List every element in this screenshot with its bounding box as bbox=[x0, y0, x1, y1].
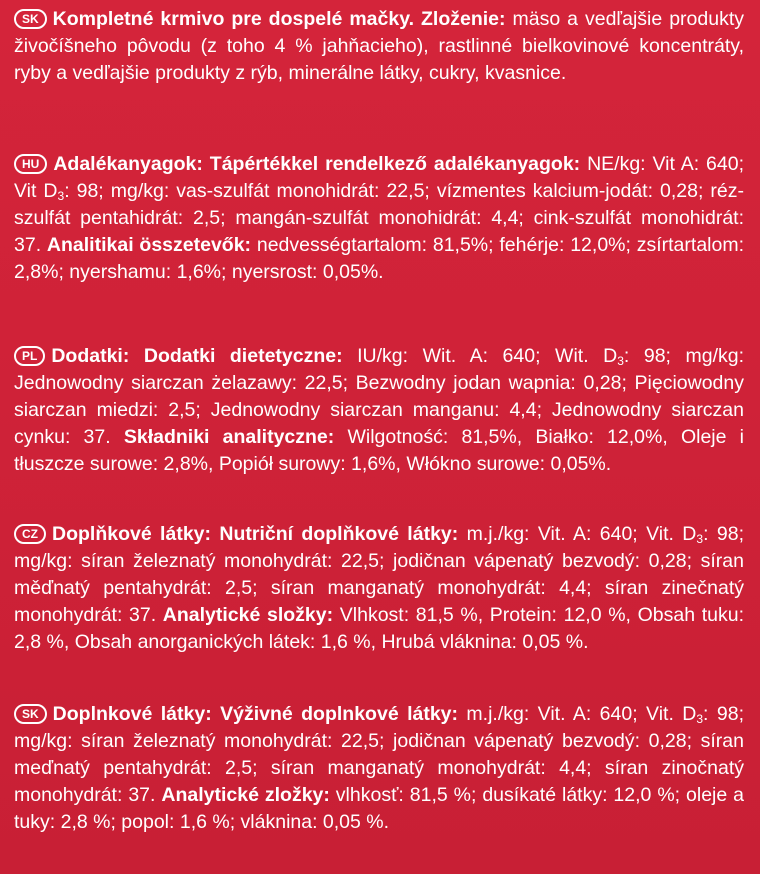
section-title: Dodatki: Dodatki dietetyczne: bbox=[51, 345, 343, 367]
section-text: NE/kg: Vit A: 640; Vit D bbox=[14, 153, 744, 202]
section-text: m.j./kg: Vit. A: 640; Vit. D bbox=[458, 523, 697, 545]
subscript: 3 bbox=[617, 354, 624, 368]
section-sk-additives bbox=[14, 701, 744, 836]
section-title: Adalékanyagok: Tápértékkel rendelkező adalékanyagok: bbox=[53, 153, 581, 175]
language-badge-sk-2: SK bbox=[14, 704, 47, 724]
section-title: Doplnkové látky: Výživné doplnkové látky: bbox=[52, 703, 459, 725]
section-hu-additives bbox=[14, 151, 744, 286]
section-text: Wilgotność: 81,5%, Białko: 12,0%, Oleje i tłuszcze surowe: 2,8%, Popiół surowy: 1,6%, Włókno surowe: 0,05%. bbox=[14, 426, 744, 475]
language-badge-sk: SK bbox=[14, 9, 47, 29]
section-subtitle: Składniki analityczne: bbox=[123, 426, 335, 448]
section-text: vlhkosť: 81,5 %; dusíkaté látky: 12,0 %; oleje a tuky: 2,8 %; popol: 1,6 %; vláknina: 0,05 %. bbox=[14, 784, 744, 833]
section-text: Vlhkost: 81,5 %, Protein: 12,0 %, Obsah tuku: 2,8 %, Obsah anorganických látek: 1,6 %, Hrubá vláknina: 0,05 %. bbox=[14, 604, 744, 653]
section-pl-additives bbox=[14, 343, 744, 478]
subscript: 3 bbox=[696, 532, 704, 546]
language-badge-pl: PL bbox=[14, 346, 45, 366]
section-text: mäso a vedľajšie produkty živočíšneho pôvodu (z toho 4 % jahňacieho), rastlinné bielkovinové koncentráty, ryby a vedľajšie produkty z rýb, minerálne látky, cukry, kvasnice. bbox=[14, 8, 744, 84]
section-subtitle: Analytické zložky: bbox=[161, 784, 330, 806]
section-text: m.j./kg: Vit. A: 640; Vit. D bbox=[458, 703, 697, 725]
section-title: Kompletné krmivo pre dospelé mačky. Zloženie: bbox=[52, 8, 506, 30]
section-text: : 98; mg/kg: Jednowodny siarczan żelazawy: 22,5; Bezwodny jodan wapnia: 0,28; Pięciowodny siarczan miedzi: 2,5; Jednowodny siarczan manganu: 4,4; Jednowodny siarczan cynku: 37. bbox=[14, 345, 744, 448]
section-text: : 98; mg/kg: vas-szulfát monohidrát: 22,5; vízmentes kalcium-jodát: 0,28; réz-szulfát pentahidrát: 2,5; mangán-szulfát monohidrát: 4,4; cink-szulfát monohidrát: 37. bbox=[14, 180, 744, 256]
language-badge-cz: CZ bbox=[14, 524, 46, 544]
section-sk-composition bbox=[14, 6, 744, 87]
subscript: 3 bbox=[696, 712, 704, 726]
subscript: 3 bbox=[57, 189, 65, 203]
language-badge-hu: HU bbox=[14, 154, 47, 174]
section-text: : 98; mg/kg: síran železnatý monohydrát: 22,5; jodičnan vápenatý bezvodý: 0,28; síran měďnatý pentahydrát: 2,5; síran manganatý monohydrát: 4,4; síran zinečnatý monohydrát: 37. bbox=[14, 523, 744, 626]
section-title: Doplňkové látky: Nutriční doplňkové látky: bbox=[52, 523, 459, 545]
section-text: nedvességtartalom: 81,5%; fehérje: 12,0%; zsírtartalom: 2,8%; nyershamu: 1,6%; nyersrost: 0,05%. bbox=[14, 234, 744, 283]
section-text: IU/kg: Wit. A: 640; Wit. D bbox=[342, 345, 618, 367]
section-cz-additives bbox=[14, 521, 744, 656]
section-text: : 98; mg/kg: síran železnatý monohydrát: 22,5; jodičnan vápenatý bezvodý: 0,28; síran meďnatý pentahydrát: 2,5; síran manganatý monohydrát: 4,4; síran zinočnatý monohydrát: 37. bbox=[14, 703, 744, 806]
section-subtitle: Analytické složky: bbox=[162, 604, 334, 626]
section-subtitle: Analitikai összetevők: bbox=[46, 234, 252, 256]
